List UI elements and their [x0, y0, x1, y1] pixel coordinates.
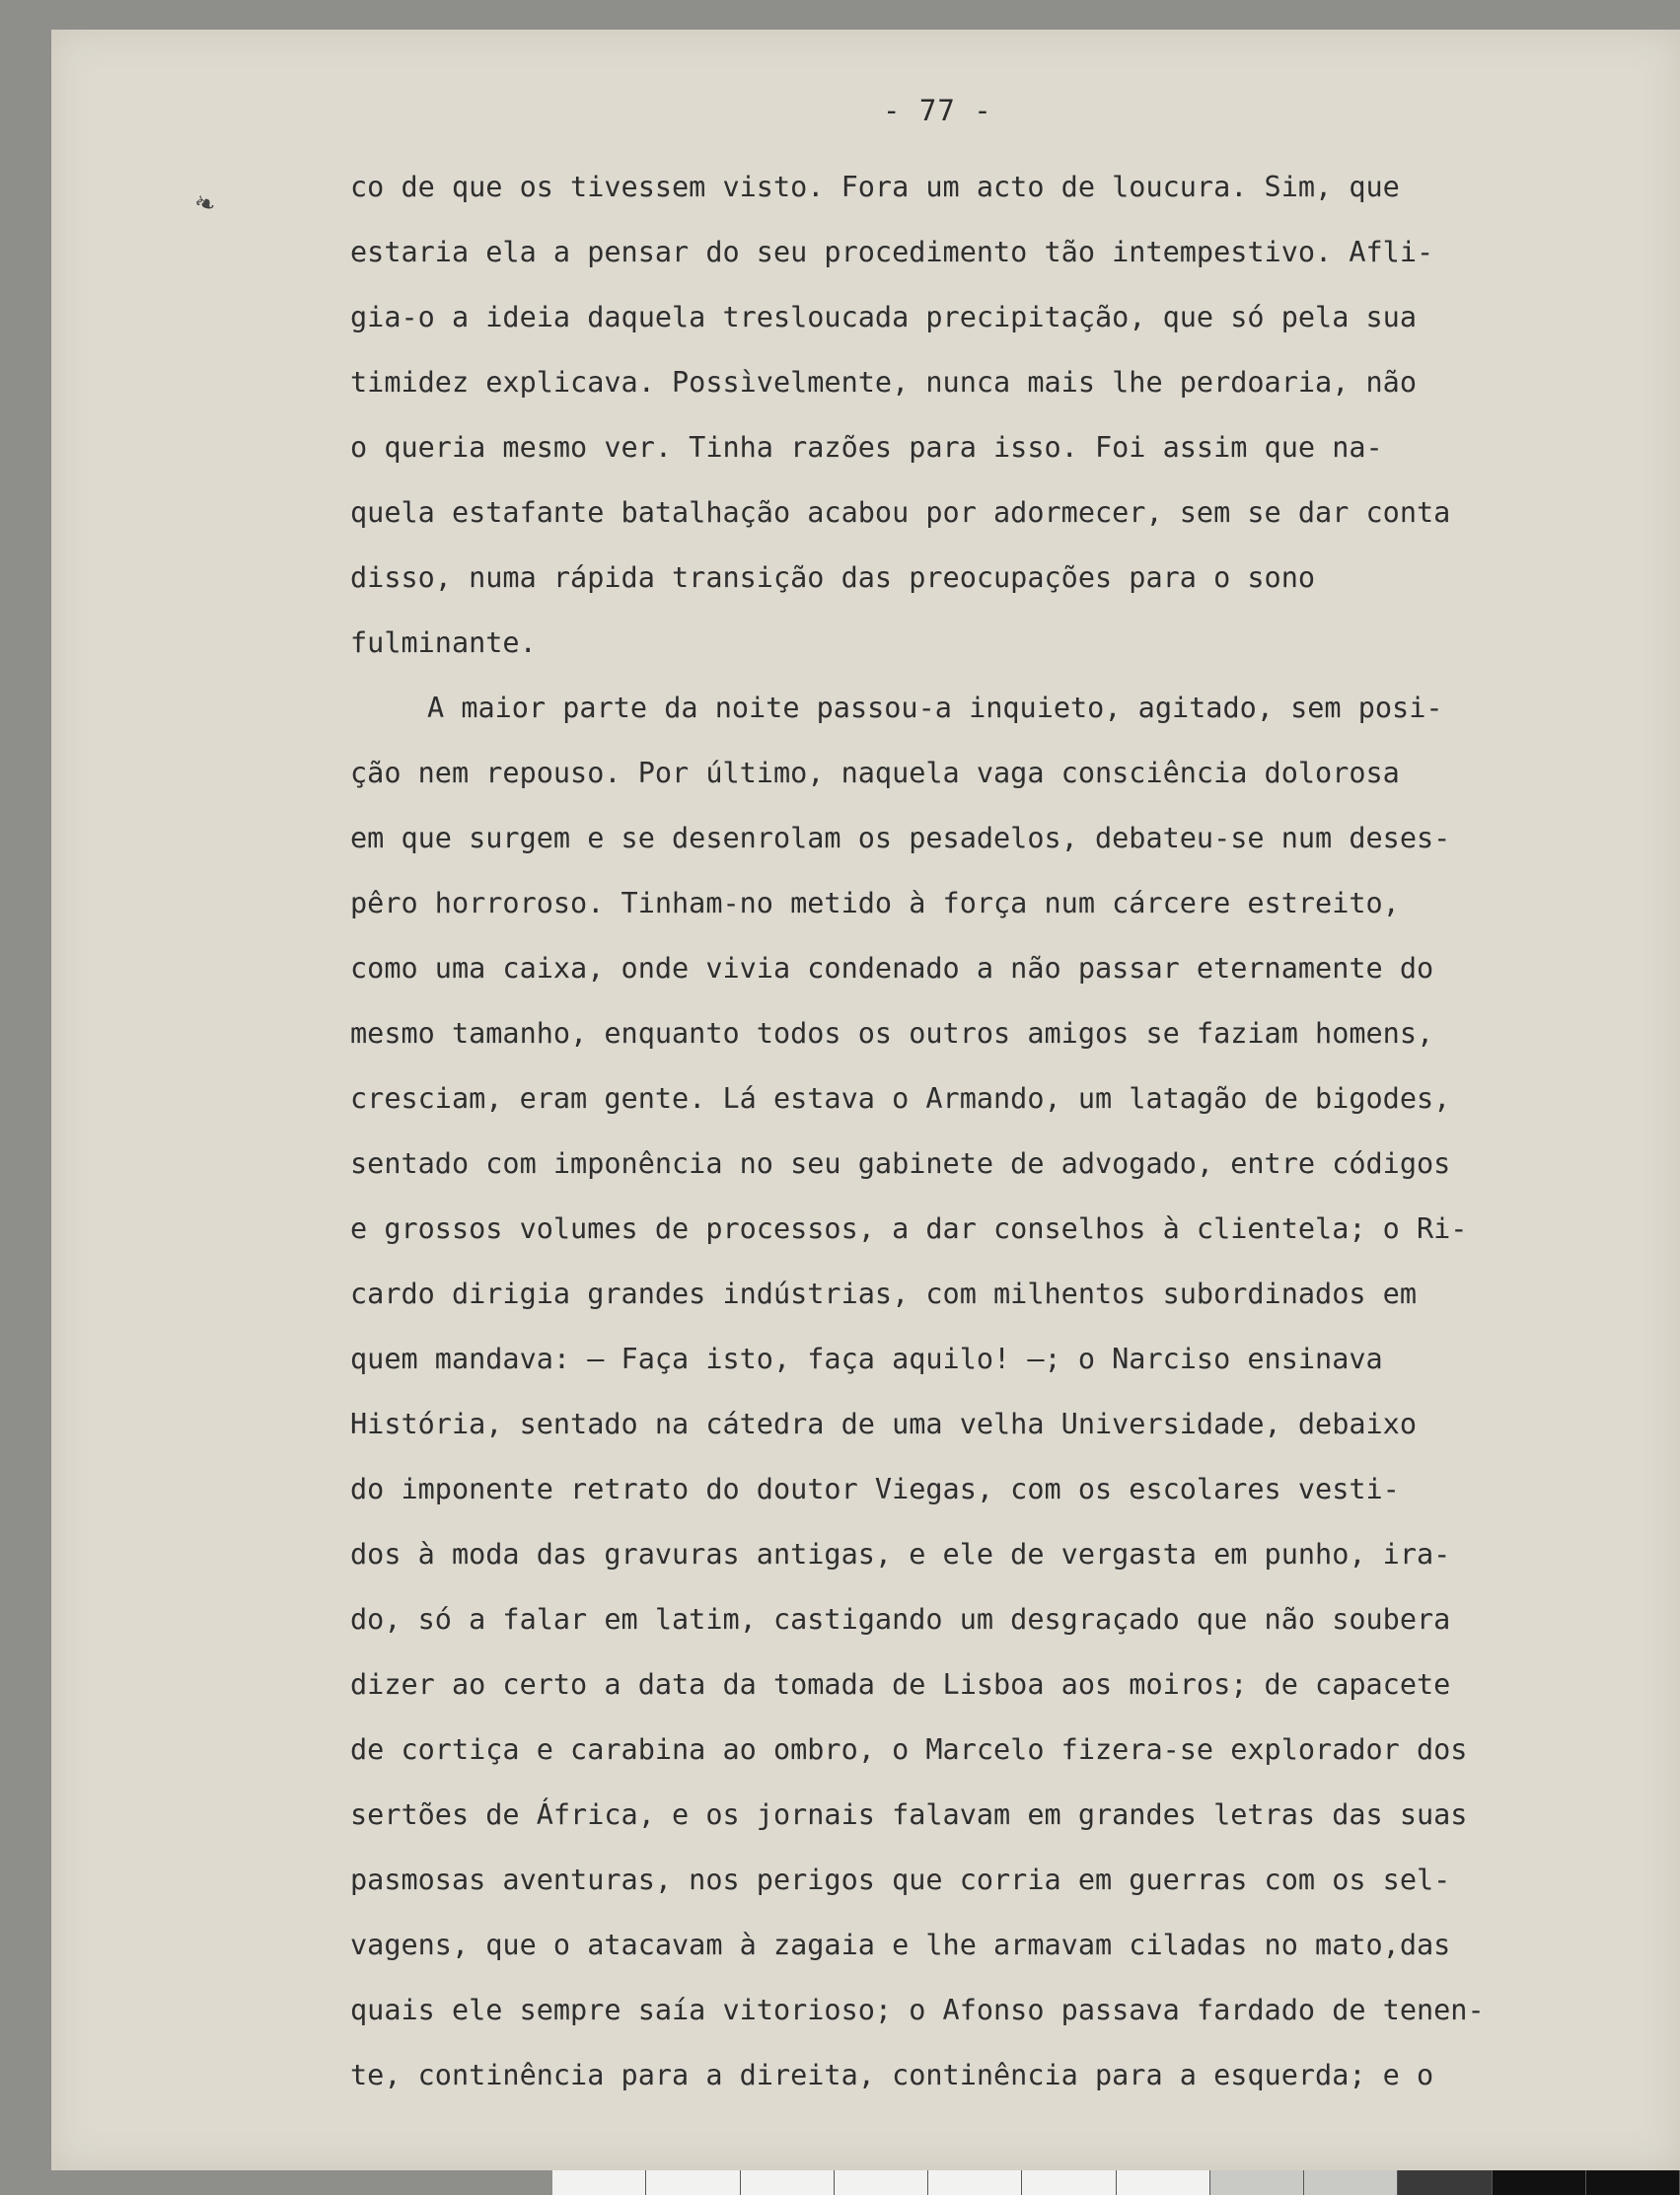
manuscript-text	[350, 155, 1623, 2108]
scan-color-ruler	[552, 2170, 1680, 2195]
text-line: sertões de África, e os jornais falavam em grandes letras das suas	[350, 1798, 1468, 1831]
text-line: timidez explicava. Possìvelmente, nunca mais lhe perdoaria, não	[350, 366, 1417, 399]
text-line: História, sentado na cátedra de uma velha Universidade, debaixo	[350, 1408, 1417, 1440]
text-line: gia-o a ideia daquela tresloucada precipitação, que só pela sua	[350, 301, 1417, 333]
text-line: pasmosas aventuras, nos perigos que corria em guerras com os sel-	[350, 1864, 1451, 1896]
text-line: dizer ao certo a data da tomada de Lisboa aos moiros; de capacete	[350, 1668, 1451, 1701]
text-line: disso, numa rápida transição das preocupações para o sono	[350, 561, 1316, 594]
ruler-segment	[928, 2170, 1022, 2195]
text-line: sentado com imponência no seu gabinete de advogado, entre códigos	[350, 1147, 1451, 1180]
ruler-segment	[646, 2170, 740, 2195]
margin-mark: ❧	[189, 186, 221, 222]
text-line: estaria ela a pensar do seu procedimento tão intempestivo. Afli-	[350, 236, 1434, 268]
ruler-segment	[1117, 2170, 1210, 2195]
text-line: o queria mesmo ver. Tinha razões para isso. Foi assim que na-	[350, 431, 1383, 464]
ruler-segment	[1210, 2170, 1304, 2195]
ruler-segment	[835, 2170, 928, 2195]
text-line: do imponente retrato do doutor Viegas, com os escolares vesti-	[350, 1473, 1400, 1505]
text-line: do, só a falar em latim, castigando um desgraçado que não soubera	[350, 1603, 1451, 1636]
text-line: como uma caixa, onde vivia condenado a não passar eternamente do	[350, 952, 1434, 985]
text-line: mesmo tamanho, enquanto todos os outros amigos se faziam homens,	[350, 1017, 1434, 1050]
text-line: quais ele sempre saía vitorioso; o Afonso passava fardado de tenen-	[350, 1994, 1485, 2026]
text-line: te, continência para a direita, continência para a esquerda; e o	[350, 2059, 1434, 2091]
ruler-segment	[1304, 2170, 1398, 2195]
text-line: quela estafante batalhação acabou por adormecer, sem se dar conta	[350, 496, 1451, 529]
text-line: vagens, que o atacavam à zagaia e lhe armavam ciladas no mato,das	[350, 1929, 1451, 1961]
ruler-segment	[1493, 2170, 1586, 2195]
ruler-segment	[552, 2170, 646, 2195]
text-line: co de que os tivessem visto. Fora um acto de loucura. Sim, que	[350, 171, 1400, 203]
text-line: em que surgem e se desenrolam os pesadelos, debateu-se num deses-	[350, 822, 1451, 854]
text-line: quem mandava: — Faça isto, faça aquilo! —; o Narciso ensinava	[350, 1343, 1383, 1375]
paragraph-start-line: A maior parte da noite passou-a inquieto, agitado, sem posi-	[427, 692, 1443, 724]
page-number: - 77 -	[883, 94, 992, 127]
ruler-segment	[1398, 2170, 1492, 2195]
ruler-segment	[1022, 2170, 1116, 2195]
ruler-segment	[741, 2170, 835, 2195]
text-line: fulminante.	[350, 626, 537, 659]
text-line: cresciam, eram gente. Lá estava o Armando, um latagão de bigodes,	[350, 1082, 1451, 1115]
text-line: de cortiça e carabina ao ombro, o Marcelo fizera-se explorador dos	[350, 1733, 1468, 1766]
text-line: pêro horroroso. Tinham-no metido à força num cárcere estreito,	[350, 887, 1400, 919]
text-line: ção nem repouso. Por último, naquela vaga consciência dolorosa	[350, 757, 1400, 789]
text-line: e grossos volumes de processos, a dar conselhos à clientela; o Ri-	[350, 1212, 1468, 1245]
text-line: cardo dirigia grandes indústrias, com milhentos subordinados em	[350, 1278, 1417, 1310]
text-line: dos à moda das gravuras antigas, e ele de vergasta em punho, ira-	[350, 1538, 1451, 1571]
ruler-segment	[1586, 2170, 1680, 2195]
